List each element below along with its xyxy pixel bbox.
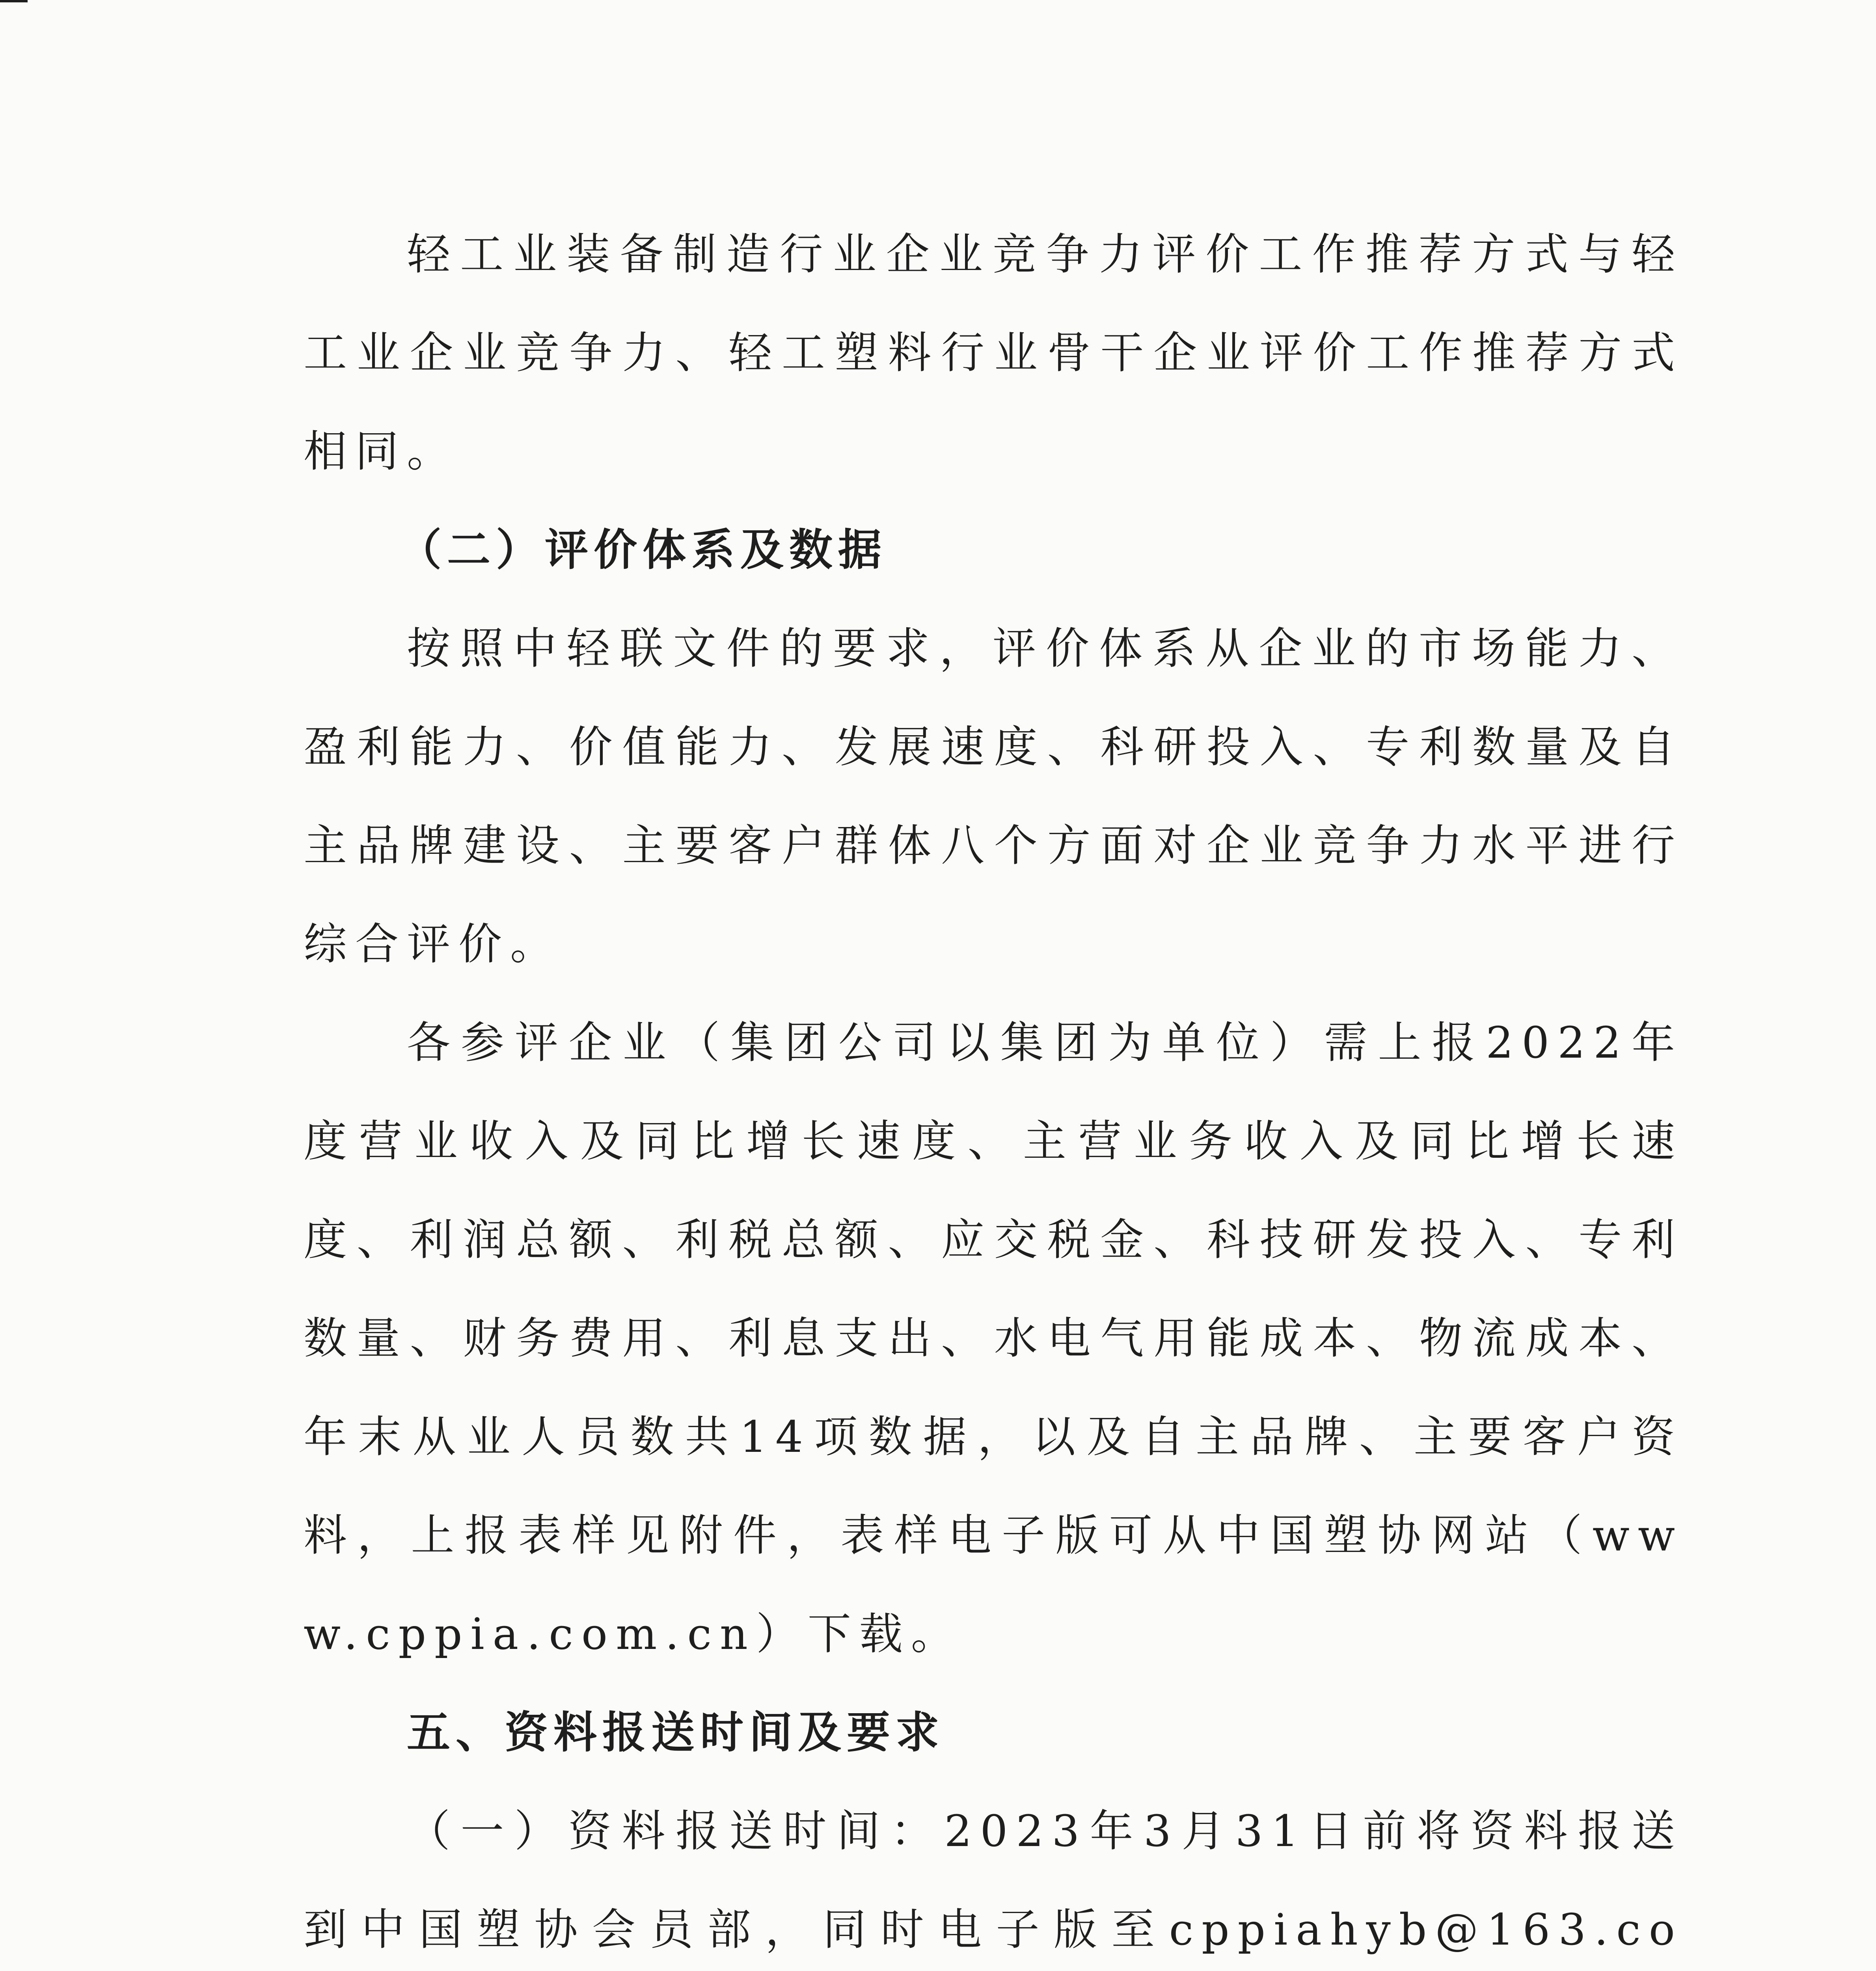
paragraph-submission-deadline: （一）资料报送时间：2023年3月31日前将资料报送到中国塑协会员部，同时电子版至cppiahyb@163.co: [304, 1806, 1683, 1955]
scan-corner-mark: [0, 0, 28, 2]
heading-submission-time: 五、资料报送时间及要求: [407, 1707, 945, 1758]
document-body: [304, 205, 1683, 1971]
heading-evaluation-system: （二）评价体系及数据: [398, 524, 887, 575]
paragraph-recommendation-method: 轻工业装备制造行业企业竞争力评价工作推荐方式与轻工业企业竞争力、轻工塑料行业骨干企业评价工作推荐方式相同。: [304, 229, 1683, 477]
paragraph-evaluation-criteria: 按照中轻联文件的要求，评价体系从企业的市场能力、盈利能力、价值能力、发展速度、科研投入、专利数量及自主品牌建设、主要客户群体八个方面对企业竞争力水平进行综合评价。: [304, 623, 1683, 969]
paragraph-report-data-items: 各参评企业（集团公司以集团为单位）需上报2022年度营业收入及同比增长速度、主营业务收入及同比增长速度、利润总额、利税总额、应交税金、科技研发投入、专利数量、财务费用、利息支出、水电气用能成本、物流成本、年末从业人员数共14项数据，以及自主品牌、主要客户资料，上报表样见附件，表样电子版可从中国塑协网站（www.cppia.com.cn）下载。: [304, 1017, 1683, 1659]
